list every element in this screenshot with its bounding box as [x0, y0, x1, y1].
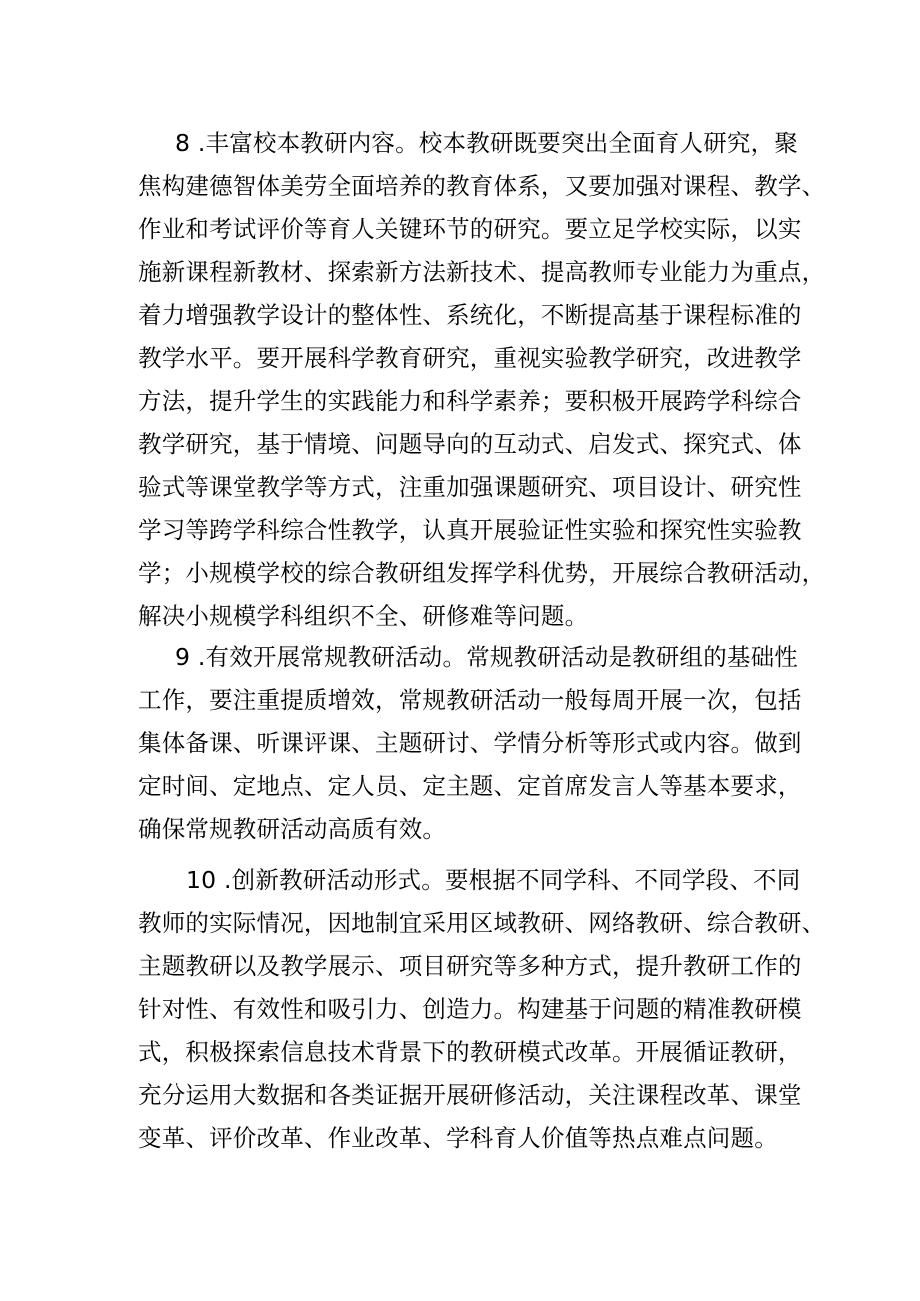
- paragraph-line: 主题教研以及教学展示、项目研究等多种方式，提升教研工作的: [138, 952, 802, 980]
- paragraph-line: 教学水平。要开展科学教育研究，重视实验教学研究，改进教学: [138, 344, 802, 372]
- paragraph-line: 教师的实际情况，因地制宜采用区域教研、网络教研、综合教研、: [138, 909, 826, 937]
- paragraph-line: 着力增强教学设计的整体性、系统化，不断提高基于课程标准的: [138, 301, 802, 329]
- paragraph-line: 集体备课、听课评课、主题研讨、学情分析等形式或内容。做到: [138, 729, 802, 757]
- paragraph-line: 10 .创新教研活动形式。要根据不同学科、不同学段、不同: [186, 866, 801, 894]
- paragraph-line: 确保常规教研活动高质有效。: [138, 815, 447, 843]
- paragraph-line: 定时间、定地点、定人员、定主题、定首席发言人等基本要求，: [138, 772, 802, 800]
- paragraph-line: 学习等跨学科综合性教学，认真开展验证性实验和探究性实验教: [138, 516, 802, 544]
- paragraph-line: 式，积极探索信息技术背景下的教研模式改革。开展循证教研，: [138, 1038, 802, 1066]
- paragraph-line: 9 .有效开展常规教研活动。常规教研活动是教研组的基础性: [175, 643, 798, 671]
- paragraph-line: 充分运用大数据和各类证据开展研修活动，关注课程改革、课堂: [138, 1081, 802, 1109]
- paragraph-line: 焦构建德智体美劳全面培养的教育体系，又要加强对课程、教学、: [138, 172, 826, 200]
- paragraph-line: 工作，要注重提质增效，常规教研活动一般每周开展一次，包括: [138, 686, 802, 714]
- paragraph-line: 教学研究，基于情境、问题导向的互动式、启发式、探究式、体: [138, 430, 802, 458]
- paragraph-line: 解决小规模学科组织不全、研修难等问题。: [138, 602, 589, 630]
- paragraph-line: 施新课程新教材、探索新方法新技术、提高教师专业能力为重点，: [138, 258, 826, 286]
- paragraph-line: 验式等课堂教学等方式，注重加强课题研究、项目设计、研究性: [138, 473, 802, 501]
- paragraph-line: 8 .丰富校本教研内容。校本教研既要突出全面育人研究，聚: [175, 129, 798, 157]
- paragraph-line: 针对性、有效性和吸引力、创造力。构建基于问题的精准教研模: [138, 995, 802, 1023]
- paragraph-line: 方法，提升学生的实践能力和科学素养；要积极开展跨学科综合: [138, 387, 802, 415]
- paragraph-line: 作业和考试评价等育人关键环节的研究。要立足学校实际，以实: [138, 215, 802, 243]
- paragraph-line: 学；小规模学校的综合教研组发挥学科优势，开展综合教研活动，: [138, 559, 826, 587]
- paragraph-line: 变革、评价改革、作业改革、学科育人价值等热点难点问题。: [138, 1124, 778, 1152]
